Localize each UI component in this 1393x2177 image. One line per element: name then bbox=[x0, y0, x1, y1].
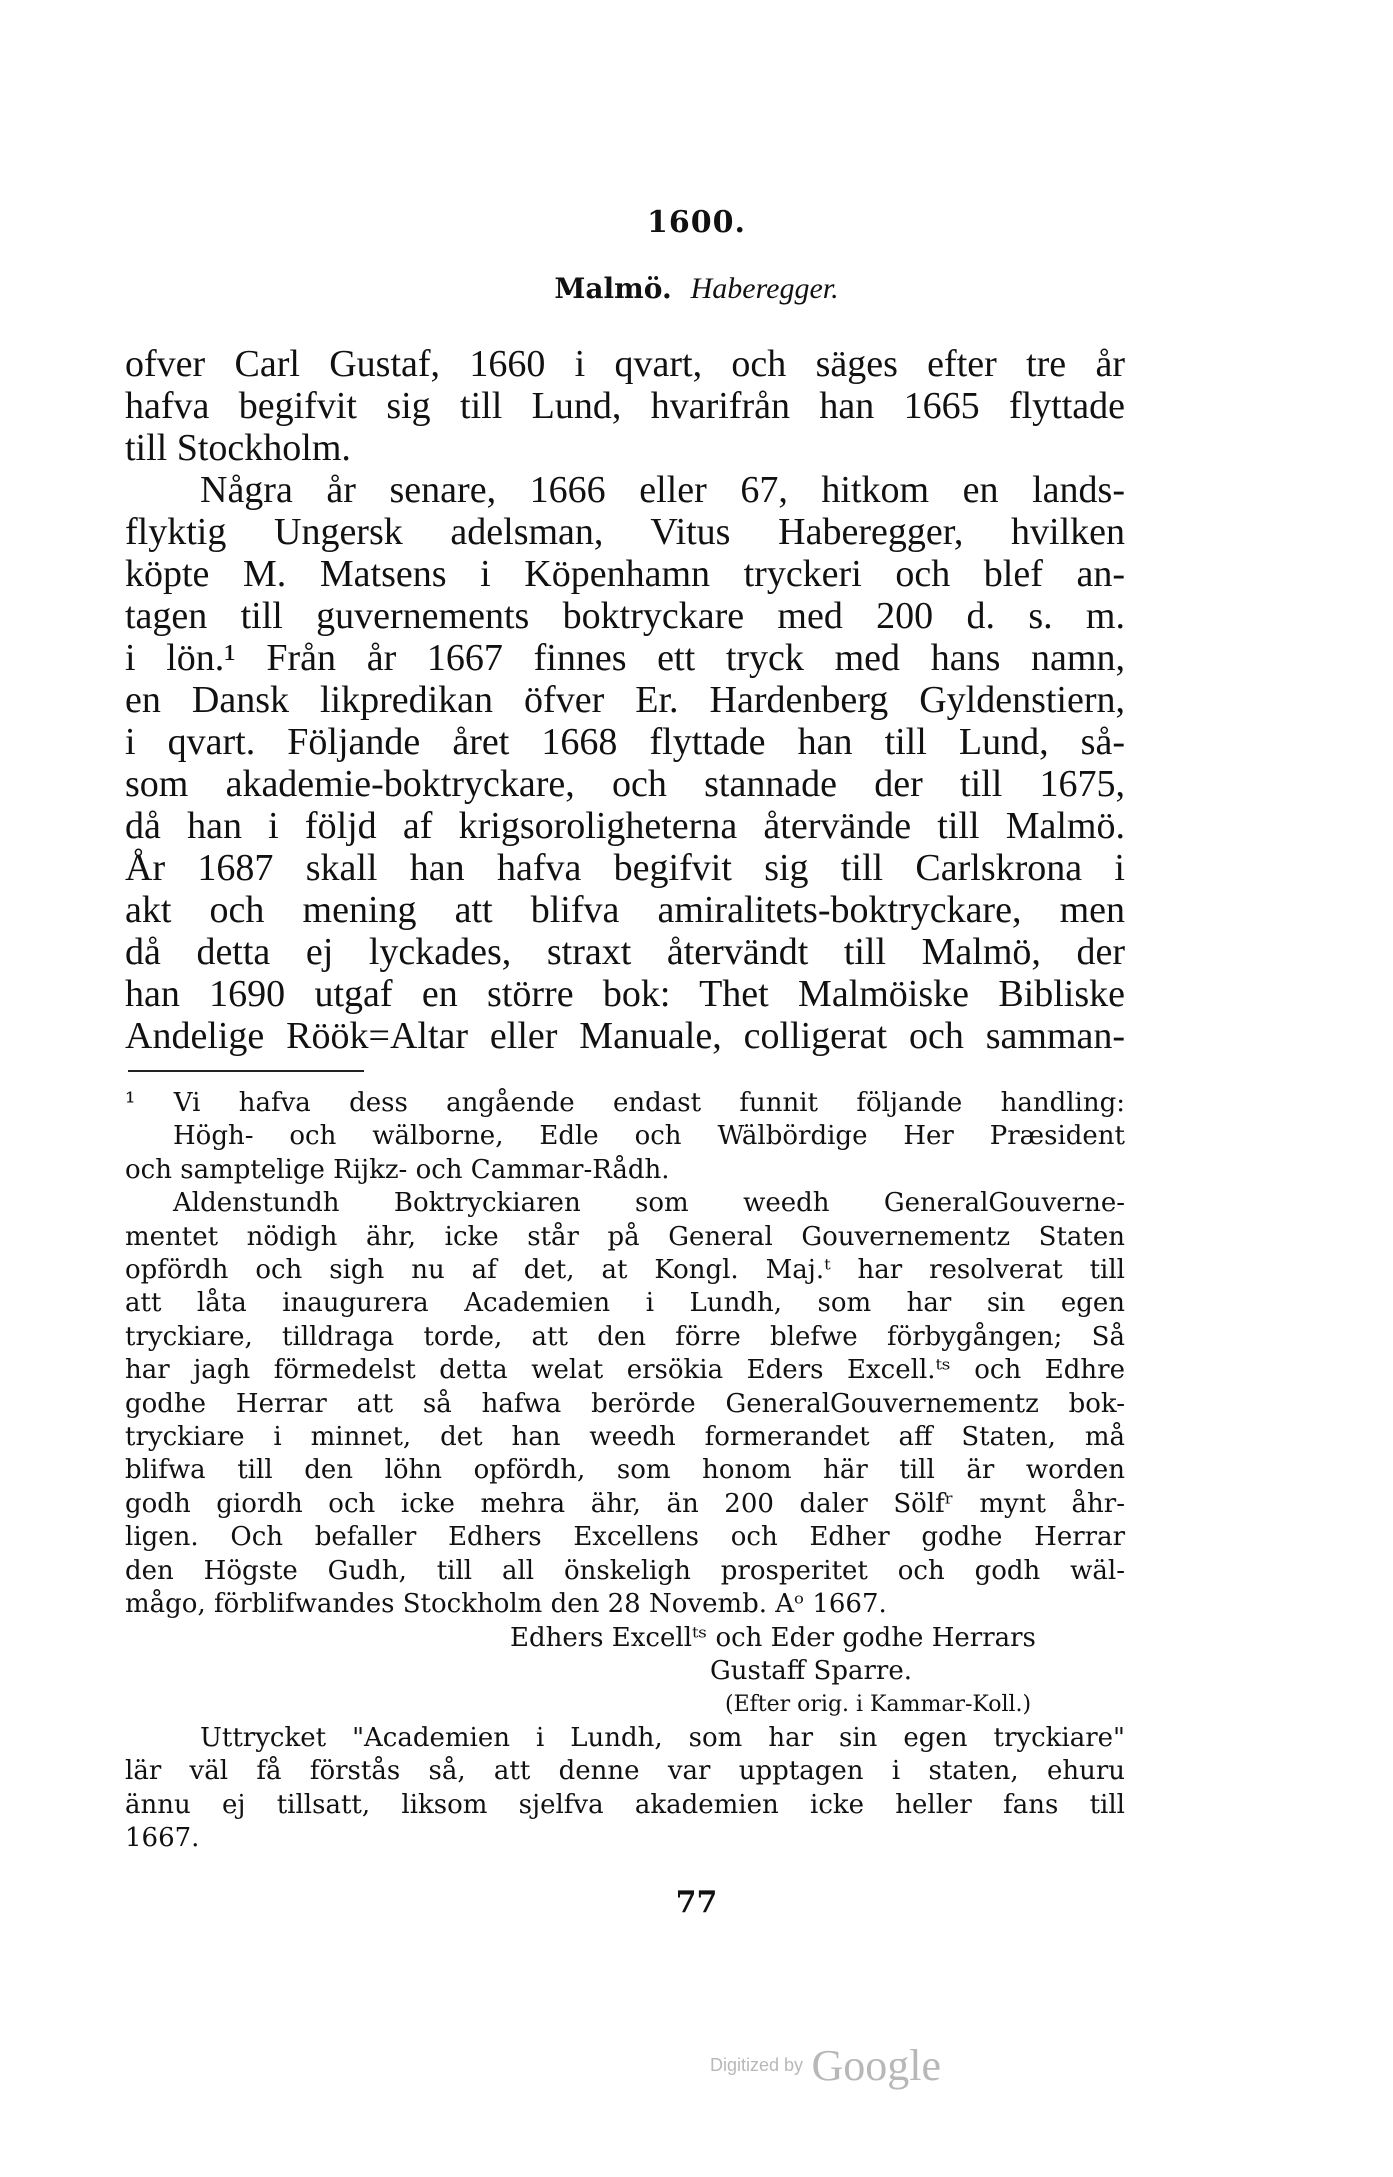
text-line: en Dansk likpredikan öfver Er. Hardenberg Gyldenstiern, bbox=[125, 679, 1125, 721]
footnote-line: att låta inaugurera Academien i Lundh, som har sin egen bbox=[125, 1288, 1125, 1319]
footnote-line: har jagh förmedelst detta welat ersökia Eders Excell.ᵗˢ och Edhre bbox=[125, 1355, 1125, 1386]
text-line: akt och mening att blifva amiralitets-boktryckare, men bbox=[125, 889, 1125, 931]
text-line: ofver Carl Gustaf, 1660 i qvart, och säges efter tre år bbox=[125, 343, 1125, 385]
digitized-watermark bbox=[710, 2040, 941, 2091]
footnote-divider bbox=[128, 1070, 364, 1072]
footnote-line: mentet nödigh ähr, icke står på General Gouvernementz Staten bbox=[125, 1221, 1125, 1252]
text-line: som akademie-boktryckare, och stannade der till 1675, bbox=[125, 763, 1125, 805]
footnote-source: (Efter orig. i Kammar-Koll.) bbox=[725, 1692, 1032, 1718]
footnote-line: Aldenstundh Boktryckiaren som weedh GeneralGouverne- bbox=[173, 1188, 1125, 1219]
text-line: År 1687 skall han hafva begifvit sig till Carlskrona i bbox=[125, 847, 1125, 889]
page-header-year: 1600. bbox=[647, 205, 746, 240]
footnote-signature-name: Gustaff Sparre. bbox=[710, 1655, 913, 1686]
text-line: flyktig Ungersk adelsman, Vitus Haberegger, hvilken bbox=[125, 511, 1125, 553]
page-number: 77 bbox=[675, 1885, 718, 1920]
footnote-line: Högh- och wälborne, Edle och Wälbördige Her Præsident bbox=[173, 1121, 1125, 1152]
text-line: tagen till guvernements boktryckare med 200 d. s. m. bbox=[125, 595, 1125, 637]
text-line: Några år senare, 1666 eller 67, hitkom en lands- bbox=[200, 469, 1125, 511]
footnote-line: tryckiare i minnet, det han weedh formerandet aff Staten, må bbox=[125, 1422, 1125, 1453]
place-name: Malmö. bbox=[554, 272, 672, 305]
running-head bbox=[0, 272, 1393, 306]
footnote-line: och samptelige Rijkz- och Cammar-Rådh. bbox=[125, 1154, 670, 1185]
footnote-line: tryckiare, tilldraga torde, att den förre blefwe förbygången; Så bbox=[125, 1321, 1125, 1352]
footnote-signature-line: Edhers Excellᵗˢ och Eder godhe Herrars bbox=[510, 1622, 1036, 1653]
printer-name: Haberegger. bbox=[690, 272, 839, 305]
footnote-line: blifwa till den löhn opfördh, som honom här till är worden bbox=[125, 1455, 1125, 1486]
footnote-line: opfördh och sigh nu af det, at Kongl. Maj.ᵗ har resolverat till bbox=[125, 1255, 1125, 1286]
footnote-line: ännu ej tillsatt, liksom sjelfva akademien icke heller fans till bbox=[125, 1789, 1125, 1820]
text-line: till Stockholm. bbox=[125, 427, 351, 469]
footnote-line: godhe Herrar att så hafwa berörde GeneralGouvernementz bok- bbox=[125, 1388, 1125, 1419]
footnotes bbox=[125, 1087, 1125, 1855]
footnote-line: lär väl få förstås så, att denne var upptagen i staten, ehuru bbox=[125, 1756, 1125, 1787]
footnote-line: ¹ Vi hafva dess angående endast funnit följande handling: bbox=[125, 1088, 1125, 1118]
text-line: han 1690 utgaf en större bok: Thet Malmöiske Bibliske bbox=[125, 973, 1125, 1015]
watermark-prefix: Digitized by bbox=[710, 2055, 804, 2075]
text-line: då han i följd af krigsoroligheterna återvände till Malmö. bbox=[125, 805, 1125, 847]
google-logo: Google bbox=[811, 2041, 942, 2090]
footnote-line: ligen. Och befaller Edhers Excellens och Edher godhe Herrar bbox=[125, 1522, 1125, 1553]
text-line: köpte M. Matsens i Köpenhamn tryckeri och blef an- bbox=[125, 553, 1125, 595]
text-line: hafva begifvit sig till Lund, hvarifrån han 1665 flyttade bbox=[125, 385, 1125, 427]
text-line: i qvart. Följande året 1668 flyttade han till Lund, så- bbox=[125, 721, 1125, 763]
footnote-line: 1667. bbox=[125, 1822, 200, 1853]
footnote-line: den Högste Gudh, till all önskeligh prosperitet och godh wäl- bbox=[125, 1555, 1125, 1586]
text-line: i lön.¹ Från år 1667 finnes ett tryck med hans namn, bbox=[125, 637, 1125, 679]
footnote-line: Uttrycket "Academien i Lundh, som har sin egen tryckiare" bbox=[200, 1722, 1125, 1753]
footnote-line: mågo, förblifwandes Stockholm den 28 Novemb. Aᵒ 1667. bbox=[125, 1589, 887, 1620]
main-text bbox=[125, 343, 1125, 1057]
footnote-line: godh giordh och icke mehra ähr, än 200 daler Sölfʳ mynt åhr- bbox=[125, 1488, 1125, 1519]
text-line: då detta ej lyckades, straxt återvändt till Malmö, der bbox=[125, 931, 1125, 973]
text-line: Andelige Röök=Altar eller Manuale, colligerat och samman- bbox=[125, 1015, 1125, 1057]
